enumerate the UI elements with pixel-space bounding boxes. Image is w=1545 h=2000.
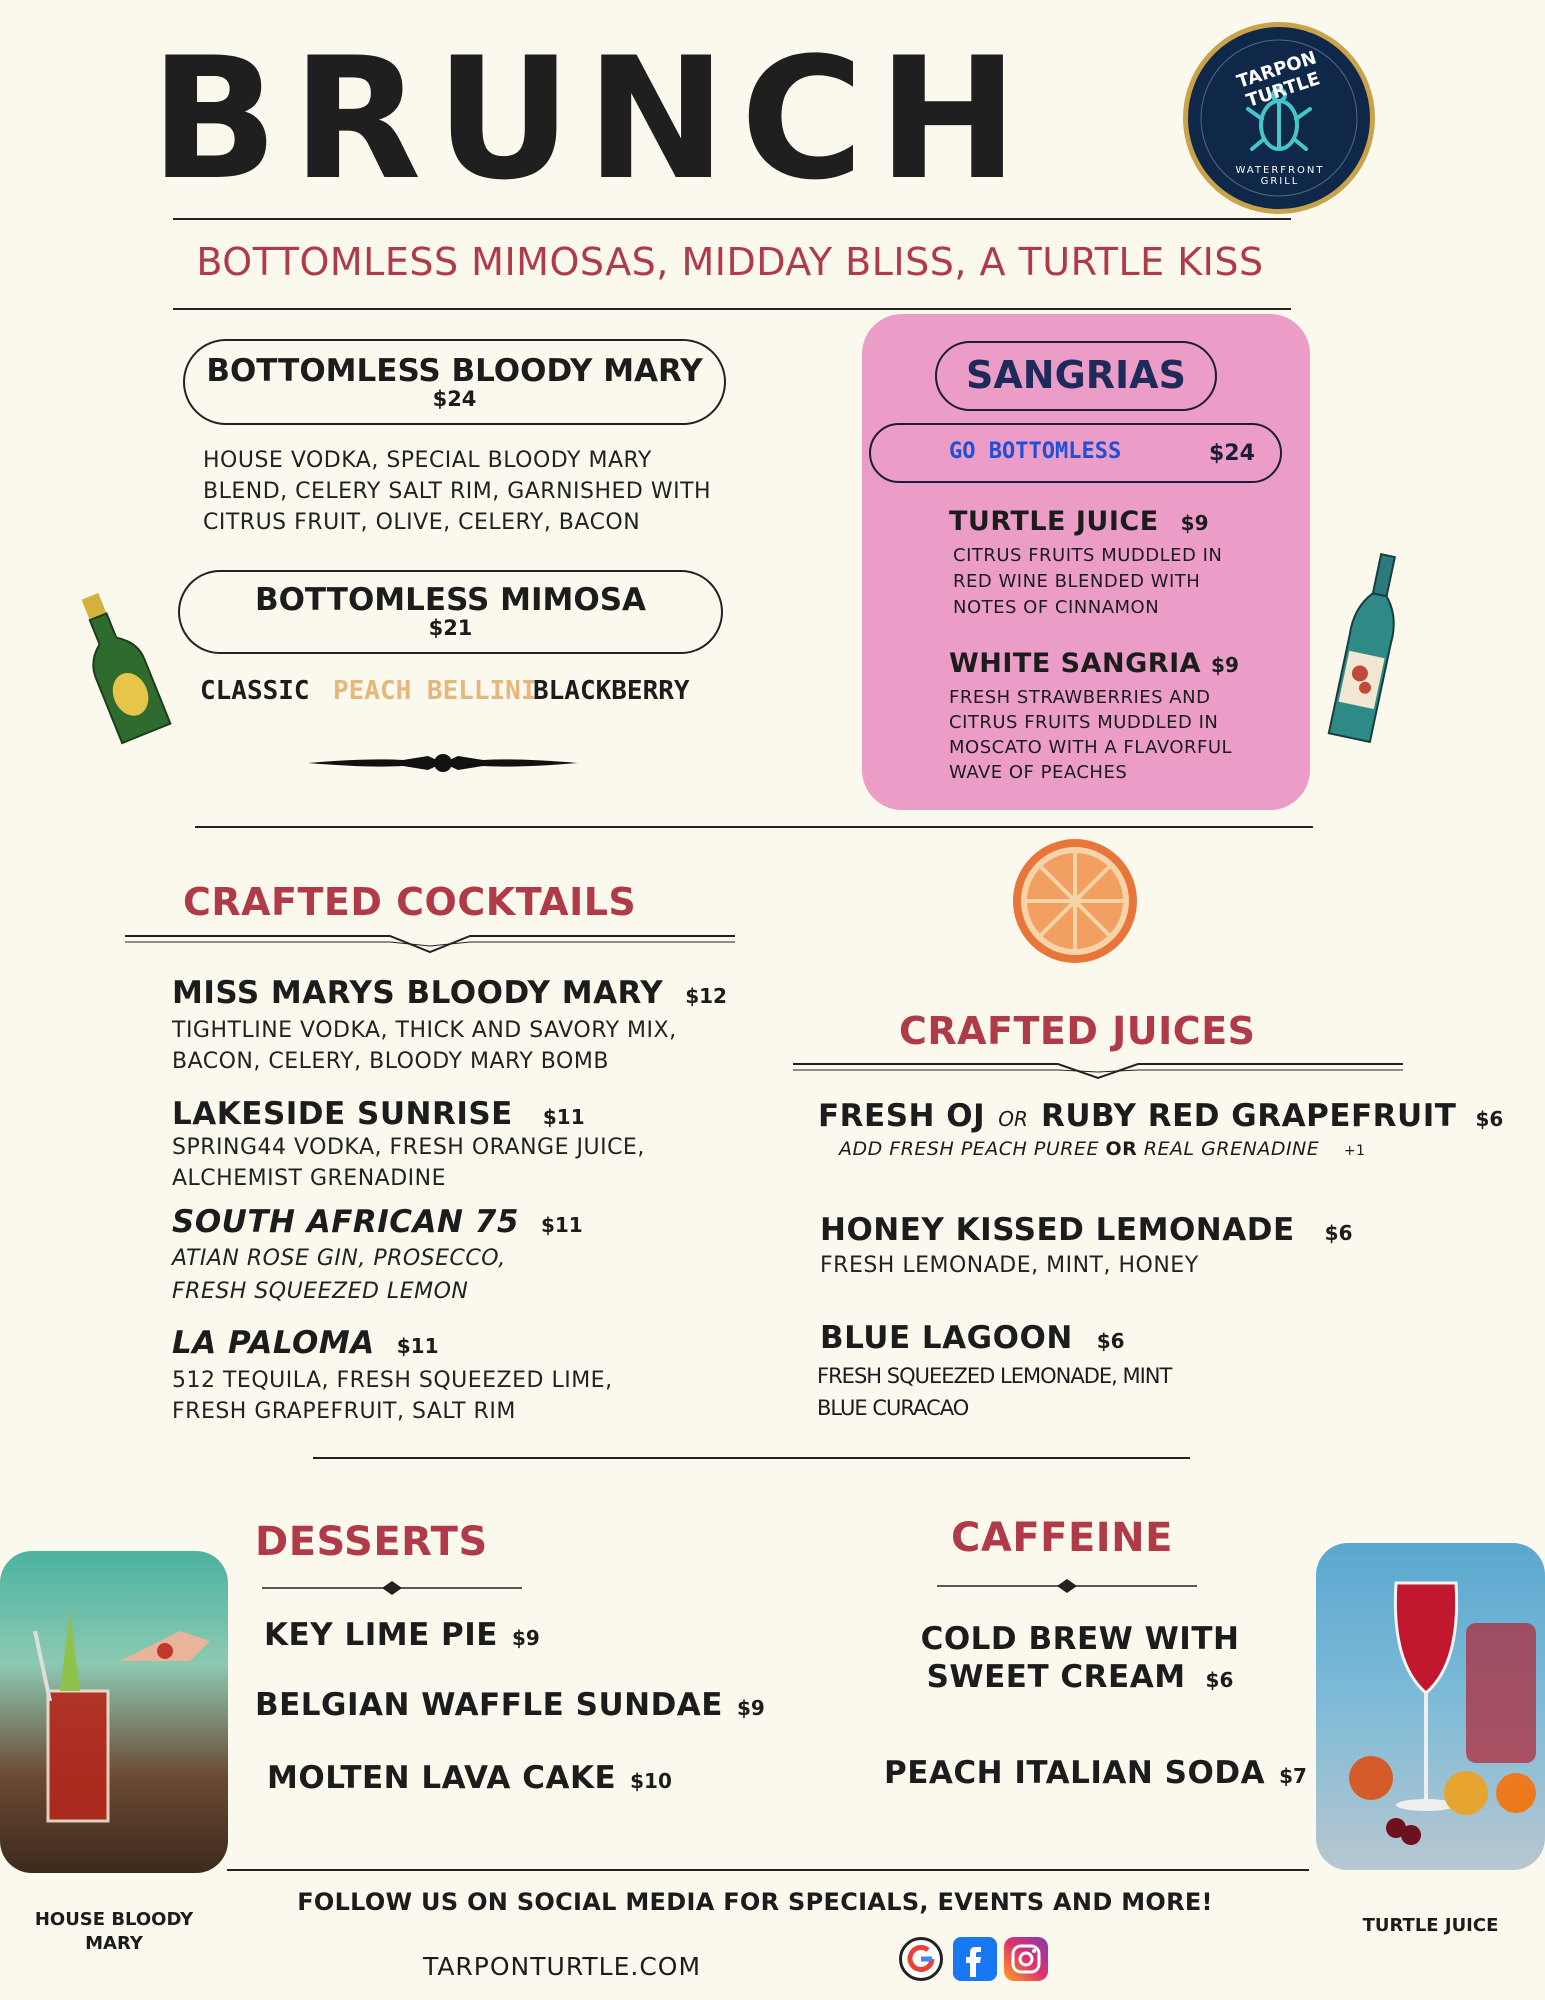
bloody-mary-description: HOUSE VODKA, SPECIAL BLOODY MARY BLEND, CELERY SALT RIM, GARNISHED WITH CITRUS FRUIT, OLIVE, CELERY, BACON (203, 448, 712, 535)
divider (173, 308, 1291, 310)
logo-bottom-text: WATERFRONT GRILL (1235, 165, 1325, 187)
ornament-divider-icon (937, 1578, 1197, 1594)
caffeine-item: COLD BREW WITH SWEET CREAM $6 (920, 1621, 1240, 1695)
juice-oj-price: $6 (1475, 1107, 1504, 1131)
ornament-divider-icon (308, 748, 578, 778)
tagline: BOTTOMLESS MIMOSAS, MIDDAY BLISS, A TURTLE KISS (196, 240, 1264, 284)
go-bottomless-price: $24 (1209, 441, 1255, 466)
right-photo-caption: TURTLE JUICE (1362, 1915, 1499, 1936)
champagne-bottle-icon (66, 588, 176, 748)
google-icon[interactable] (899, 1937, 943, 1981)
divider (195, 826, 1313, 828)
dessert-item: MOLTEN LAVA CAKE $10 (267, 1760, 672, 1796)
bloody-mary-glass-icon (0, 1551, 228, 1873)
house-bloody-mary-photo (0, 1551, 228, 1873)
mimosa-pill (178, 570, 723, 654)
go-bottomless-pill (869, 423, 1282, 483)
left-photo-caption: HOUSE BLOODY MARY (34, 1909, 194, 1954)
cocktail-item: LAKESIDE SUNRISE $11 SPRING44 VODKA, FRESH ORANGE JUICE, ALCHEMIST GRENADINE (172, 1096, 645, 1191)
go-bottomless-label: GO BOTTOMLESS (949, 439, 1122, 464)
juice-oj-row (818, 1098, 1518, 1134)
caffeine-item: PEACH ITALIAN SODA $7 (884, 1755, 1307, 1791)
website-link[interactable]: TARPONTURTLE.COM (423, 1952, 702, 1981)
desserts-title: DESSERTS (255, 1519, 488, 1565)
page-title: BRUNCH (150, 21, 1033, 217)
logo-top-text: TARPON TURTLE (1234, 47, 1323, 112)
cocktail-item: LA PALOMA $11 512 TEQUILA, FRESH SQUEEZED LIME, FRESH GRAPEFRUIT, SALT RIM (172, 1325, 613, 1424)
mimosa-flavor-classic: CLASSIC (200, 676, 310, 706)
sangrias-title: SANGRIAS (966, 353, 1186, 397)
dessert-item: BELGIAN WAFFLE SUNDAE $9 (255, 1687, 765, 1723)
section-underline-icon (793, 1060, 1403, 1082)
juice-item: HONEY KISSED LEMONADE $6 FRESH LEMONADE, MINT, HONEY (820, 1212, 1353, 1278)
dessert-item: KEY LIME PIE $9 (264, 1617, 540, 1653)
cocktail-item: MISS MARYS BLOODY MARY $12 TIGHTLINE VODKA, THICK AND SAVORY MIX, BACON, CELERY, BLOODY MARY BOMB (172, 975, 727, 1074)
cocktails-title: CRAFTED COCKTAILS (183, 880, 637, 924)
divider (227, 1869, 1309, 1871)
turtle-juice-photo (1316, 1543, 1545, 1870)
sangria-item: TURTLE JUICE $9 CITRUS FRUITS MUDDLED IN RED WINE BLENDED WITH NOTES OF CINNAMON (949, 506, 1223, 618)
bloody-mary-pill (183, 339, 726, 425)
section-underline-icon (125, 932, 735, 954)
juice-or: OR (998, 1107, 1028, 1131)
mimosa-flavor-blackberry: BLACKBERRY (533, 676, 690, 706)
bloody-mary-title: BOTTOMLESS BLOODY MARY (206, 353, 703, 389)
divider (173, 218, 1291, 220)
instagram-icon[interactable] (1004, 1937, 1048, 1981)
sangria-glass-icon (1316, 1543, 1545, 1870)
mimosa-flavor-peach: PEACH BELLINI (333, 676, 537, 706)
caffeine-title: CAFFEINE (951, 1515, 1173, 1561)
wine-bottle-icon (1325, 550, 1415, 750)
facebook-icon[interactable] (953, 1937, 997, 1981)
juice-item: BLUE LAGOON $6 FRESH SQUEEZED LEMONADE, MINT BLUE CURACAO (817, 1320, 1172, 1420)
divider (313, 1457, 1190, 1459)
ornament-divider-icon (262, 1580, 522, 1596)
bloody-mary-price: $24 (432, 387, 477, 411)
juice-addon: ADD FRESH PEACH PUREE OR REAL GRENADINE +1 (839, 1138, 1366, 1160)
social-callout: FOLLOW US ON SOCIAL MEDIA FOR SPECIALS, EVENTS AND MORE! (297, 1888, 1213, 1916)
mimosa-title: BOTTOMLESS MIMOSA (254, 582, 647, 618)
juices-title: CRAFTED JUICES (899, 1009, 1256, 1053)
sangrias-title-pill (935, 341, 1217, 411)
orange-slice-icon (1010, 836, 1140, 966)
juice-oj: FRESH OJ (818, 1098, 986, 1134)
cocktail-item: SOUTH AFRICAN 75 $11 ATIAN ROSE GIN, PROSECCO, FRESH SQUEEZED LEMON (172, 1204, 583, 1304)
tarpon-turtle-logo (1183, 22, 1375, 214)
mimosa-price: $21 (428, 616, 473, 640)
juice-grapefruit: RUBY RED GRAPEFRUIT (1041, 1098, 1457, 1134)
sangria-item: WHITE SANGRIA $9 FRESH STRAWBERRIES AND CITRUS FRUITS MUDDLED IN MOSCATO WITH A FLAVORFUL WAVE OF PEACHES (949, 648, 1239, 783)
